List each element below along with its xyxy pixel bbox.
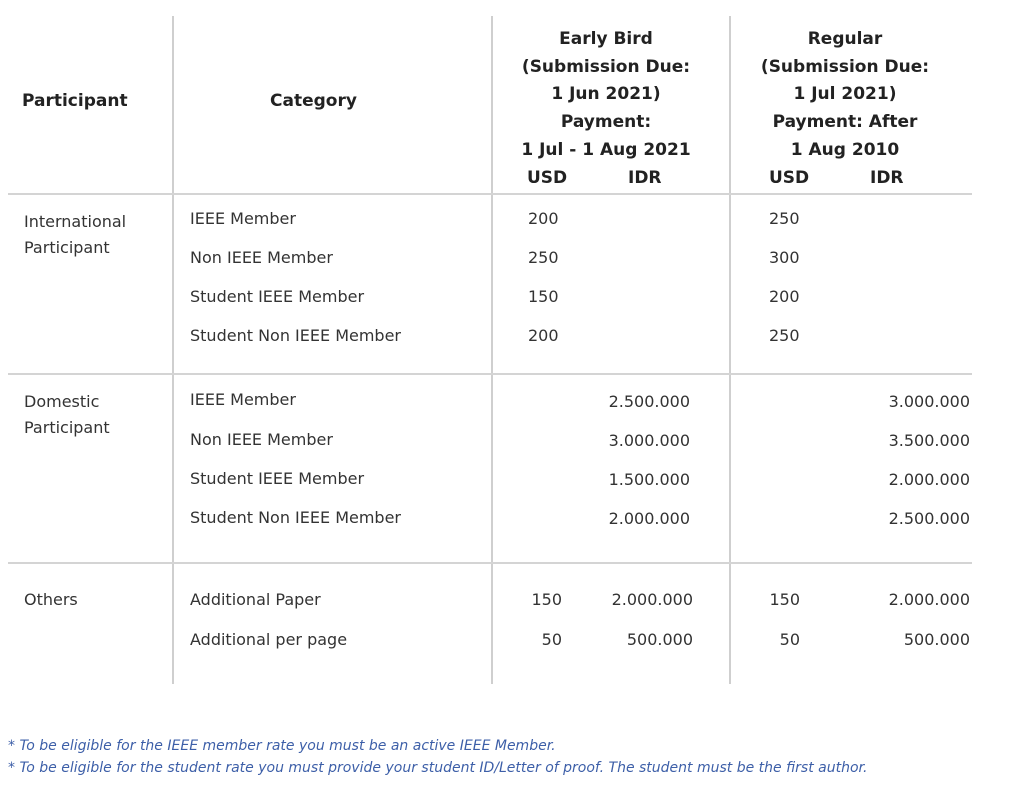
category-cell: Non IEEE Member <box>190 430 333 449</box>
regular-usd-cell: 200 <box>769 287 800 306</box>
participant-international-line-2: Participant <box>24 238 110 257</box>
regular-idr-cell: 2.000.000 <box>888 470 970 489</box>
column-divider-3 <box>729 16 731 684</box>
category-cell: Student IEEE Member <box>190 287 365 306</box>
header-early-bird-idr: IDR <box>628 168 662 188</box>
header-early-bird-line-4: Payment: <box>560 112 652 132</box>
header-regular-line-4: Payment: After <box>772 112 918 132</box>
category-cell: Student IEEE Member <box>190 469 365 488</box>
early-bird-usd-cell: 200 <box>528 209 559 228</box>
header-regular-line-5: 1 Aug 2010 <box>790 140 900 160</box>
regular-idr-cell: 2.500.000 <box>888 509 970 528</box>
header-regular-usd: USD <box>769 168 810 188</box>
early-bird-idr-cell: 3.000.000 <box>608 431 690 450</box>
category-cell: IEEE Member <box>190 209 296 228</box>
header-category: Category <box>270 91 357 111</box>
category-cell: IEEE Member <box>190 390 296 409</box>
participant-domestic-line-1: Domestic <box>24 392 100 411</box>
header-participant: Participant <box>22 91 128 111</box>
header-regular-idr: IDR <box>870 168 904 188</box>
category-cell: Additional per page <box>190 630 348 649</box>
early-bird-usd-cell: 250 <box>528 248 559 267</box>
category-cell: Student Non IEEE Member <box>190 326 401 345</box>
header-early-bird-line-1: Early Bird <box>559 29 653 49</box>
regular-usd-cell: 50 <box>779 630 800 649</box>
participant-international-line-1: International <box>24 212 127 231</box>
header-divider <box>8 193 972 195</box>
regular-usd-cell: 250 <box>769 326 800 345</box>
regular-idr-cell: 3.000.000 <box>888 392 970 411</box>
header-regular-line-2: (Submission Due: <box>760 57 930 77</box>
regular-idr-cell: 3.500.000 <box>888 431 970 450</box>
early-bird-usd-cell: 50 <box>541 630 562 649</box>
early-bird-idr-cell: 1.500.000 <box>608 470 690 489</box>
footnote-student: * To be eligible for the student rate you must provide your student ID/Letter of proof. The student must be the first author. <box>8 760 868 776</box>
category-cell: Student Non IEEE Member <box>190 508 401 527</box>
header-early-bird-usd: USD <box>527 168 568 188</box>
early-bird-usd-cell: 200 <box>528 326 559 345</box>
group-divider-1 <box>8 373 972 375</box>
column-divider-1 <box>172 16 174 684</box>
category-cell: Additional Paper <box>190 590 321 609</box>
footnote-ieee-member: * To be eligible for the IEEE member rate you must be an active IEEE Member. <box>8 738 556 754</box>
participant-domestic-line-2: Participant <box>24 418 110 437</box>
early-bird-idr-cell: 2.000.000 <box>608 509 690 528</box>
column-divider-2 <box>491 16 493 684</box>
early-bird-idr-cell: 500.000 <box>626 630 693 649</box>
early-bird-usd-cell: 150 <box>531 590 562 609</box>
header-regular-line-3: 1 Jul 2021) <box>793 84 897 104</box>
header-regular-line-1: Regular <box>807 29 883 49</box>
regular-usd-cell: 150 <box>769 590 800 609</box>
header-early-bird-line-5: 1 Jul - 1 Aug 2021 <box>521 140 691 160</box>
category-cell: Non IEEE Member <box>190 248 333 267</box>
early-bird-idr-cell: 2.500.000 <box>608 392 690 411</box>
regular-idr-cell: 2.000.000 <box>888 590 970 609</box>
group-divider-2 <box>8 562 972 564</box>
header-early-bird-line-2: (Submission Due: <box>521 57 691 77</box>
regular-usd-cell: 250 <box>769 209 800 228</box>
participant-others: Others <box>24 590 78 609</box>
regular-usd-cell: 300 <box>769 248 800 267</box>
early-bird-idr-cell: 2.000.000 <box>611 590 693 609</box>
header-early-bird-line-3: 1 Jun 2021) <box>551 84 661 104</box>
early-bird-usd-cell: 150 <box>528 287 559 306</box>
regular-idr-cell: 500.000 <box>903 630 970 649</box>
